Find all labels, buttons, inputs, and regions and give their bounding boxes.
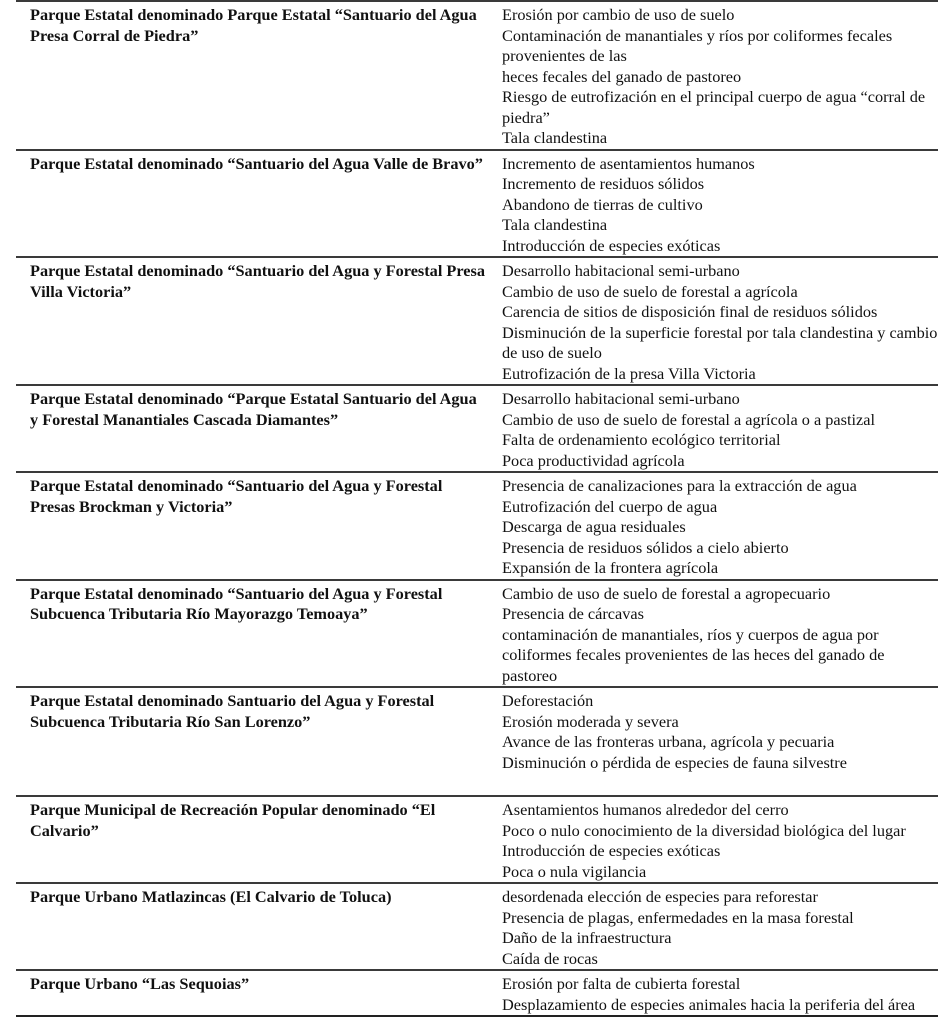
issue-item: Expansión de la frontera agrícola [502,558,719,577]
issue-item: Desarrollo habitacional semi-urbano [502,389,740,408]
issue-item: Cambio de uso de suelo de forestal a agropecuario [502,583,831,603]
issue-item: Presencia de cárcavas [502,604,644,623]
issue-item: Caída de rocas [502,948,598,968]
issue-item: Poca productividad agrícola [502,450,685,470]
issue-item: Eutrofización del cuerpo de agua [502,496,718,516]
table-body [16,1,938,1016]
issues-cell [488,580,938,688]
issue-item: Erosión moderada y severa [502,711,679,731]
issue-item: Cambio de uso de suelo de forestal a agrícola o a pastizal [502,409,875,429]
park-name-cell: Parque Urbano “Las Sequoias” [30,974,250,993]
issue-item: Presencia de plagas, enfermedades en la masa forestal [502,907,854,927]
park-name-cell: Parque Estatal denominado “Santuario del Agua y Forestal Presas Brockman y Victoria” [30,476,443,516]
issue-item: Presencia de canalizaciones para la extracción de agua [502,476,857,495]
issue-item: Introducción de especies exóticas [502,235,721,255]
park-name-cell: Parque Estatal denominado “Santuario del Agua Valle de Bravo” [30,153,483,173]
issue-item: Daño de la infraestructura [502,928,672,947]
issue-item: Poca o nula vigilancia [502,861,647,881]
issues-cell [488,796,938,883]
issue-item: Abandono de tierras de cultivo [502,194,703,214]
table-row [16,257,938,385]
issues-cell [488,687,938,796]
issue-item: Avance de las fronteras urbana, agrícola y pecuaria [502,732,835,751]
table-row [16,970,938,1016]
table-row [16,385,938,472]
table-row [16,796,938,883]
issue-item: Eutrofización de la presa Villa Victoria [502,363,756,383]
issue-item: Desplazamiento de especies animales hacia la periferia del área [502,994,916,1014]
issue-item: Tala clandestina [502,128,608,147]
park-name-cell: Parque Estatal denominado Santuario del Agua y Forestal Subcuenca Tributaria Río San Lorenzo” [30,691,435,731]
issue-item: Incremento de residuos sólidos [502,174,705,193]
issue-item: Falta de ordenamiento ecológico territorial [502,430,781,449]
issue-item: Carencia de sitios de disposición final de residuos sólidos [502,302,878,321]
table-row [16,472,938,580]
issue-item: Descarga de agua residuales [502,517,686,536]
table-row [16,580,938,688]
issue-item: Riesgo de eutrofización en el principal cuerpo de agua “corral de piedra” [502,87,926,127]
issues-cell [488,257,938,385]
park-name-cell: Parque Municipal de Recreación Popular denominado “El Calvario” [30,800,436,840]
issue-item: Contaminación de manantiales y ríos por coliformes fecales provenientes de las [502,25,893,65]
issue-item: Asentamientos humanos alrededor del cerro [502,800,789,819]
issues-cell [488,883,938,970]
issue-item: Poco o nulo conocimiento de la diversidad biológica del lugar [502,820,906,840]
issues-cell [488,1,938,150]
issue-item: heces fecales del ganado de pastoreo [502,66,742,86]
park-name-cell: Parque Estatal denominado “Santuario del Agua y Forestal Subcuenca Tributaria Río Mayorazgo Temoaya” [30,583,443,623]
table-row [16,687,938,796]
park-name-cell: Parque Urbano Matlazincas (El Calvario de Toluca) [30,887,392,906]
issues-cell [488,385,938,472]
issue-item: Presencia de residuos sólidos a cielo abierto [502,537,789,557]
table-row [16,883,938,970]
issue-item: Desarrollo habitacional semi-urbano [502,261,740,280]
park-name-cell: Parque Estatal denominado Parque Estatal “Santuario del Agua Presa Corral de Piedra” [30,5,477,45]
issue-item: Disminución o pérdida de especies de fauna silvestre [502,752,847,772]
table-row [16,150,938,258]
issue-item: Tala clandestina [502,215,608,234]
table-row [16,1,938,150]
issue-item: Disminución de la superficie forestal por tala clandestina y cambio de uso de suelo [502,322,938,362]
issues-cell [488,970,938,1016]
issue-item: Deforestación [502,691,594,710]
issue-item: Incremento de asentamientos humanos [502,153,755,173]
park-name-cell: Parque Estatal denominado “Parque Estatal Santuario del Agua y Forestal Manantiales Cascada Diamantes” [30,389,477,429]
issues-cell [488,150,938,258]
issue-item: Cambio de uso de suelo de forestal a agrícola [502,281,798,301]
issue-item: Erosión por cambio de uso de suelo [502,5,735,24]
park-problems-table [16,0,938,1017]
issue-item: Introducción de especies exóticas [502,841,721,860]
issue-item: desordenada elección de especies para reforestar [502,887,818,906]
document-page [16,0,938,1017]
issue-item: contaminación de manantiales, ríos y cuerpos de agua por coliformes fecales provenientes de las heces del ganado de pastoreo [502,624,885,685]
issue-item: Erosión por falta de cubierta forestal [502,974,741,993]
park-name-cell: Parque Estatal denominado “Santuario del Agua y Forestal Presa Villa Victoria” [30,261,485,301]
issues-cell [488,472,938,580]
